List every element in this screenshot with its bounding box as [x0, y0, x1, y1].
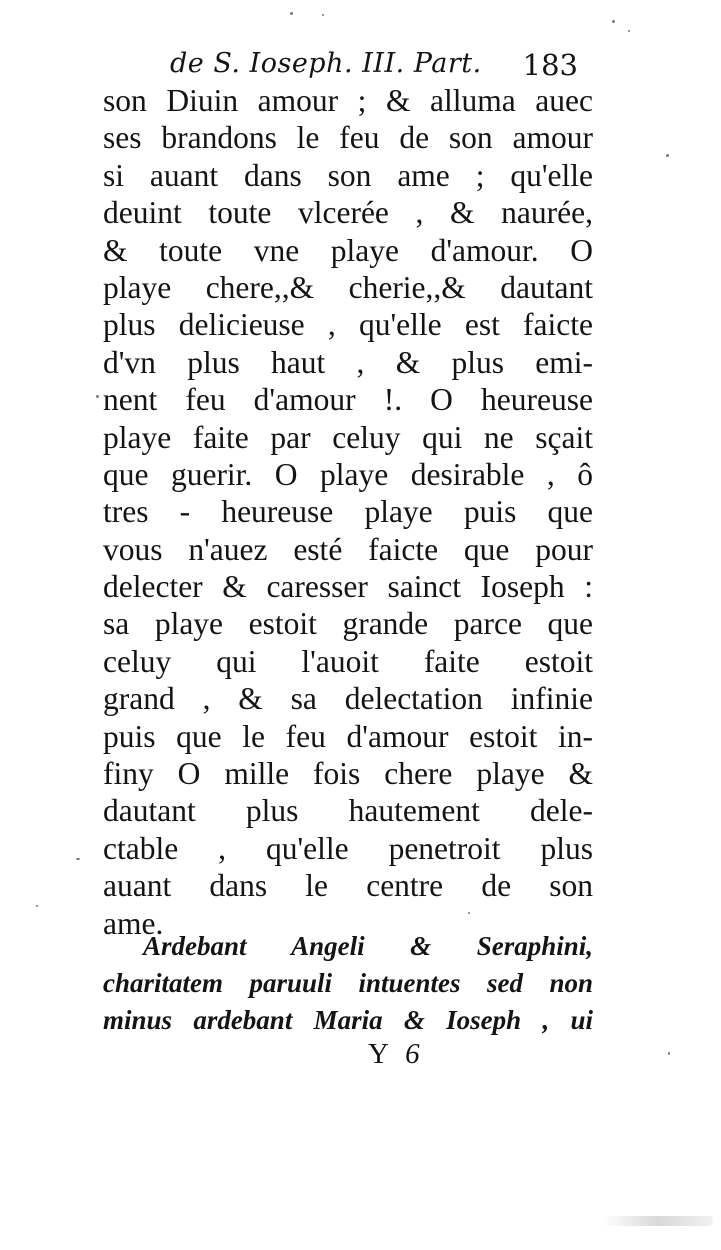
text-line: & toute vne playe d'amour. O: [103, 232, 593, 268]
text-line: son Diuin amour ; & alluma auec: [103, 83, 593, 118]
text-line: tres - heureuse playe puis que: [103, 494, 593, 530]
text-line: nent feu d'amour !. O heureuse: [103, 382, 593, 418]
text-line: playe chere,,& cherie,,& dautant: [103, 269, 593, 305]
text-line: playe faite par celuy qui ne sçait: [103, 419, 593, 455]
text-line: si auant dans son ame ; qu'elle: [103, 157, 593, 193]
latin-line: Ardebant Angeli & Seraphini,: [143, 931, 593, 961]
page-number: 183: [522, 48, 578, 82]
latin-line: minus ardebant Maria & Ioseph , ui: [103, 1005, 593, 1035]
text-line: plus delicieuse , qu'elle est faicte: [103, 307, 593, 343]
text-line: grand , & sa delectation infinie: [103, 681, 593, 717]
latin-quotation: [103, 928, 593, 1039]
scan-watermark: [603, 1216, 713, 1226]
text-line: finy O mille fois chere playe &: [103, 756, 593, 792]
paper-speck: [36, 905, 38, 907]
signature-letter: Y: [368, 1038, 388, 1070]
text-line: ses brandons le feu de son amour: [103, 120, 593, 156]
text-line: ctable , qu'elle penetroit plus: [103, 830, 593, 866]
text-line: sa playe estoit grande parce que: [103, 606, 593, 642]
text-line: d'vn plus haut , & plus emi-: [103, 344, 593, 380]
paper-speck: [468, 912, 470, 914]
text-line: vous n'auez esté faicte que pour: [103, 531, 593, 567]
text-line: ame.: [103, 905, 164, 941]
paper-speck: [76, 858, 80, 860]
body-text: [103, 82, 593, 942]
paper-speck: [96, 395, 99, 398]
text-line: celuy qui l'auoit faite estoit: [103, 643, 593, 679]
signature-mark: [368, 1038, 420, 1071]
paper-speck: [612, 20, 615, 23]
paper-speck: [668, 1052, 670, 1055]
paper-speck: [322, 14, 324, 16]
latin-line: charitatem paruuli intuentes sed non: [103, 968, 593, 998]
signature-number: 6: [405, 1038, 420, 1070]
paper-speck: [290, 12, 293, 15]
text-line: auant dans le centre de son: [103, 868, 593, 904]
text-line: puis que le feu d'amour estoit in-: [103, 718, 593, 754]
paper-speck: [628, 30, 630, 32]
text-line: delecter & caresser sainct Ioseph :: [103, 569, 593, 605]
text-line: que guerir. O playe desirable , ô: [103, 456, 593, 492]
text-line: dautant plus hautement dele-: [103, 793, 593, 829]
running-head: de S. Ioseph. III. Part.: [170, 48, 482, 79]
paper-speck: [666, 154, 669, 157]
text-line: deuint toute vlcerée , & naurée,: [103, 195, 593, 231]
